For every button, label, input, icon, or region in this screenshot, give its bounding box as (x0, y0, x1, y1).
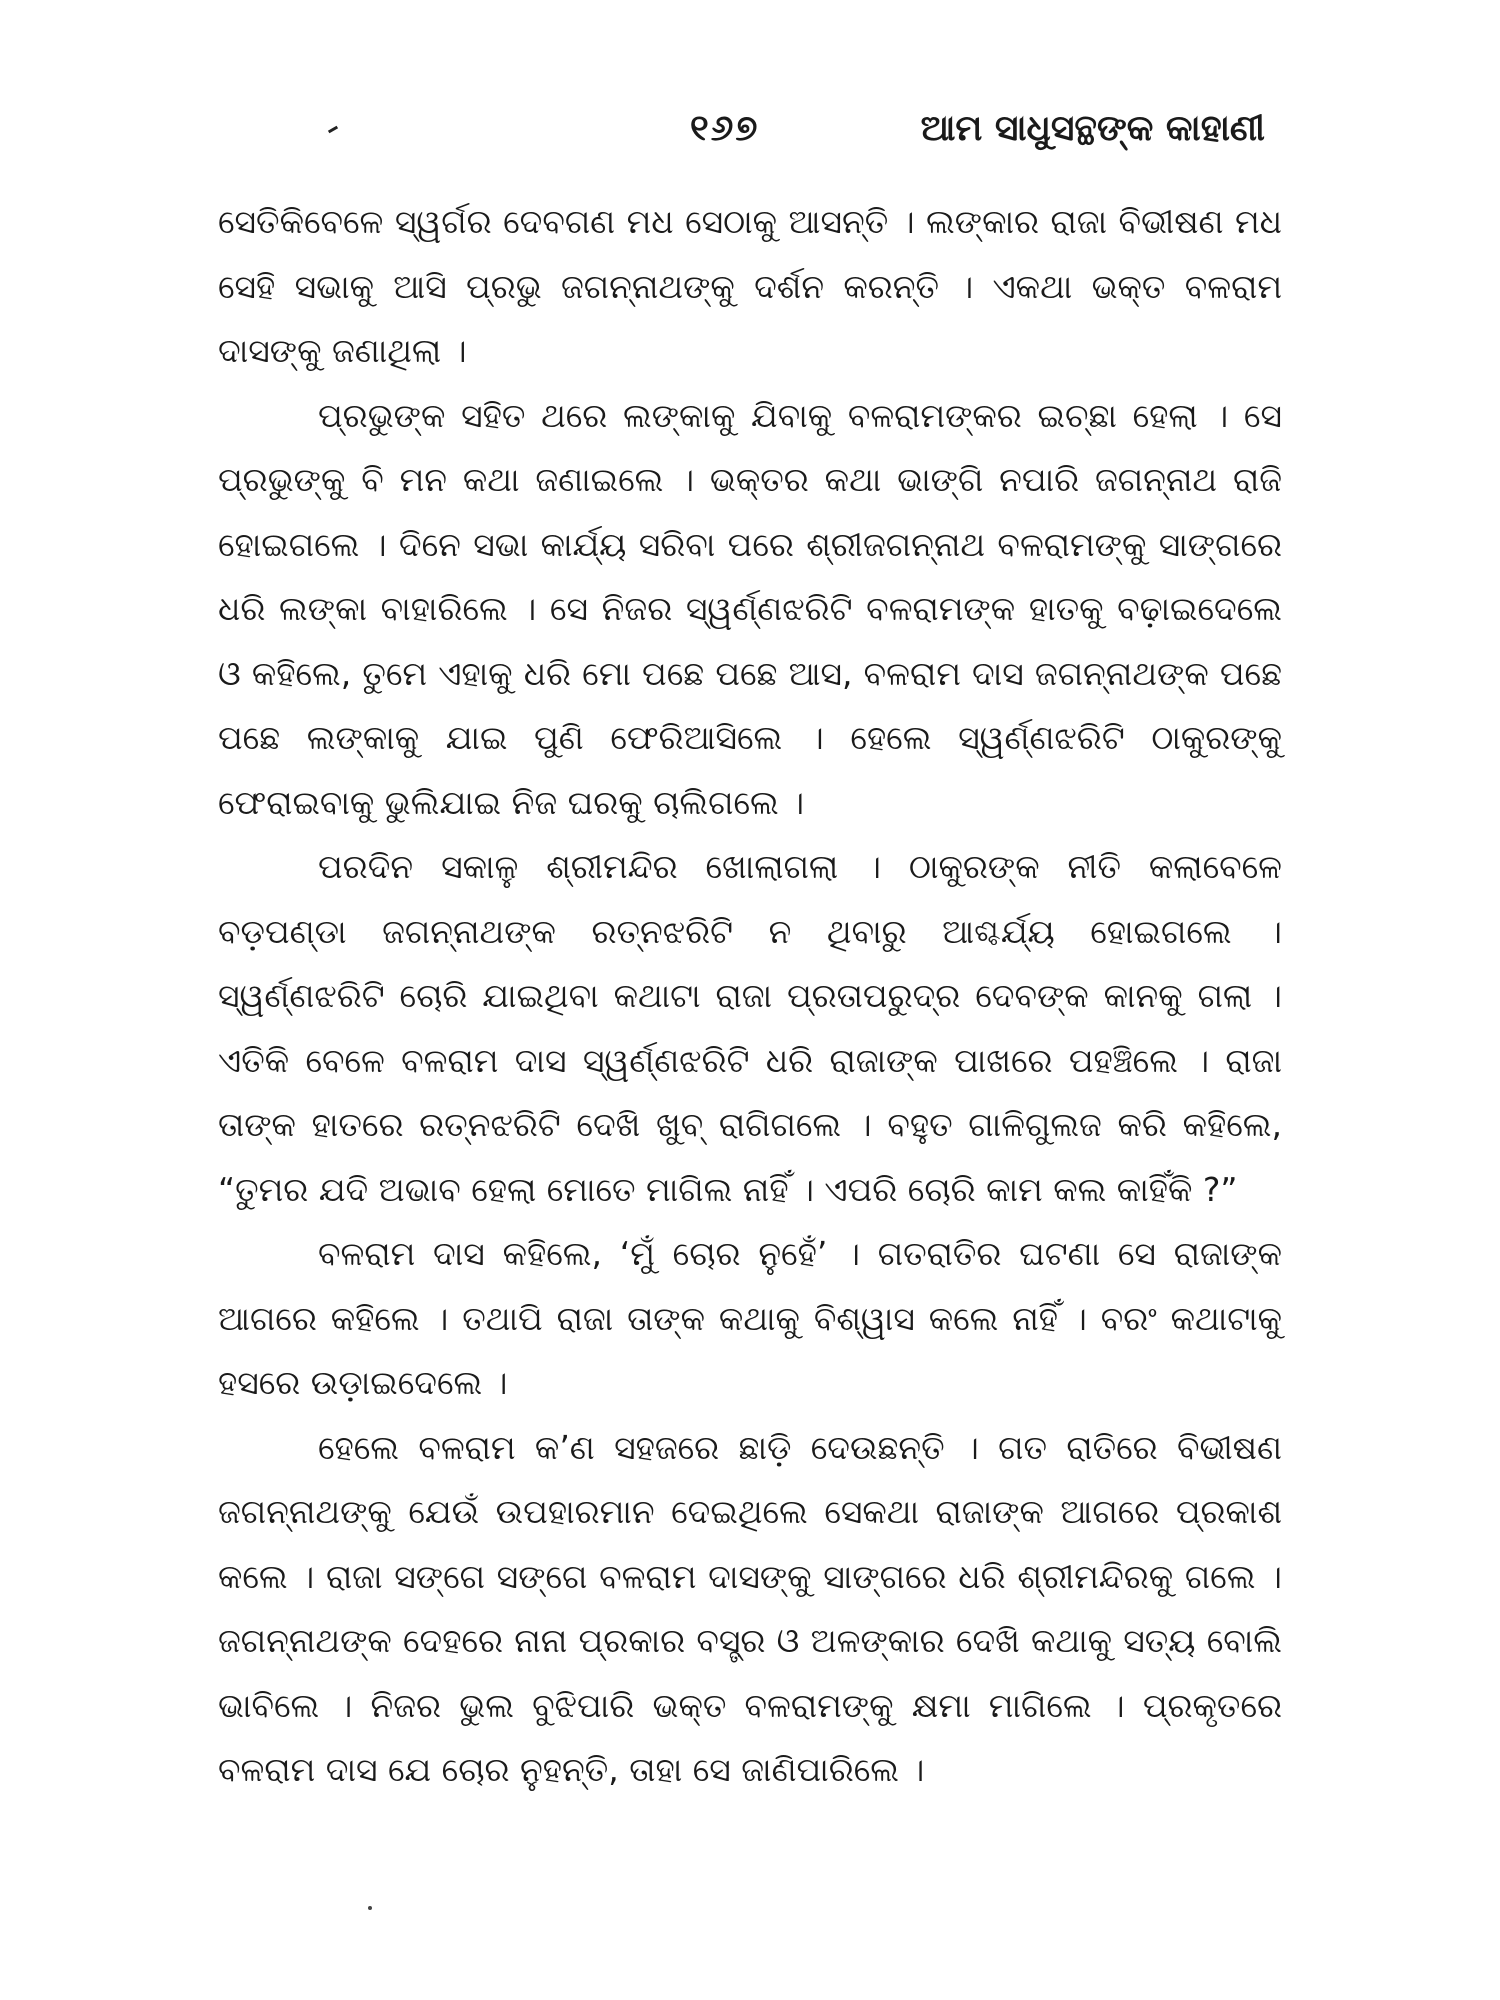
running-title: ଆମ ସାଧୁସନ୍ଥଙ୍କ କାହାଣୀ (920, 108, 1265, 149)
paragraph-4: ବଳରାମ ଦାସ କହିଲେ, ‘ମୁଁ ଚୋର ନୁହେଁ’ । ଗତରାତିର ଘଟଣା ସେ ରାଜାଙ୍କ ଆଗରେ କହିଲେ । ତଥାପି ରାଜା ତାଙ୍କ କଥାକୁ ବିଶ୍ୱାସ କଲେ ନାହିଁ । ବରଂ କଥାଟାକୁ ହସରେ ଉଡ଼ାଇଦେଲେ । (218, 1234, 1282, 1402)
print-mark (328, 126, 338, 134)
page-header (0, 108, 1500, 168)
paragraph-3: ପରଦିନ ସକାଳୁ ଶ୍ରୀମନ୍ଦିର ଖୋଲାଗଲା । ଠାକୁରଙ୍କ ନୀତି କଲାବେଳେ ବଡ଼ପଣ୍ଡା ଜଗନ୍ନାଥଙ୍କ ରତ୍ନଝରିଟି ନ ଥିବାରୁ ଆଶ୍ଚର୍ଯ୍ୟ ହୋଇଗଲେ । ସ୍ୱର୍ଣ୍ଣଝରିଟି ଚୋରି ଯାଇଥିବା କଥାଟା ରାଜା ପ୍ରତାପରୁଦ୍ର ଦେବଙ୍କ କାନକୁ ଗଲା । ଏତିକି ବେଳେ ବଳରାମ ଦାସ ସ୍ୱର୍ଣ୍ଣଝରିଟି ଧରି ରାଜାଙ୍କ ପାଖରେ ପହଞ୍ଚିଲେ । ରାଜା ତାଙ୍କ ହାତରେ ରତ୍ନଝରିଟି ଦେଖି ଖୁବ୍ ରାଗିଗଲେ । ବହୁତ ଗାଳିଗୁଲଜ କରି କହିଲେ, “ତୁମର ଯଦି ଅଭାବ ହେଲା ମୋତେ ମାଗିଲ ନାହିଁ । ଏପରି ଚୋରି କାମ କଲ କାହିଁକି ?” (218, 847, 1282, 1209)
print-speck (368, 1906, 372, 1910)
page-number: ୧୬୭ (690, 108, 760, 149)
paragraph-2: ପ୍ରଭୁଙ୍କ ସହିତ ଥରେ ଲଙ୍କାକୁ ଯିବାକୁ ବଳରାମଙ୍କର ଇଚ୍ଛା ହେଲା । ସେ ପ୍ରଭୁଙ୍କୁ ବି ମନ କଥା ଜଣାଇଲେ । ଭକ୍ତର କଥା ଭାଙ୍ଗି ନପାରି ଜଗନ୍ନାଥ ରାଜି ହୋଇଗଲେ । ଦିନେ ସଭା କାର୍ଯ୍ୟ ସରିବା ପରେ ଶ୍ରୀଜଗନ୍ନାଥ ବଳରାମଙ୍କୁ ସାଙ୍ଗରେ ଧରି ଲଙ୍କା ବାହାରିଲେ । ସେ ନିଜର ସ୍ୱର୍ଣ୍ଣଝରିଟି ବଳରାମଙ୍କ ହାତକୁ ବଢ଼ାଇଦେଲେ ଓ କହିଲେ, ତୁମେ ଏହାକୁ ଧରି ମୋ ପଛେ ପଛେ ଆସ, ବଳରାମ ଦାସ ଜଗନ୍ନାଥଙ୍କ ପଛେ ପଛେ ଲଙ୍କାକୁ ଯାଇ ପୁଣି ଫେରିଆସିଲେ । ହେଲେ ସ୍ୱର୍ଣ୍ଣଝରିଟି ଠାକୁରଙ୍କୁ ଫେରାଇବାକୁ ଭୁଲିଯାଇ ନିଜ ଘରକୁ ଚାଲିଗଲେ । (218, 395, 1282, 822)
paragraph-1: ସେତିକିବେଳେ ସ୍ୱର୍ଗର ଦେବଗଣ ମଧ ସେଠାକୁ ଆସନ୍ତି । ଲଙ୍କାର ରାଜା ବିଭୀଷଣ ମଧ ସେହି ସଭାକୁ ଆସି ପ୍ରଭୁ ଜଗନ୍ନାଥଙ୍କୁ ଦର୍ଶନ କରନ୍ତି । ଏକଥା ଭକ୍ତ ବଳରାମ ଦାସଙ୍କୁ ଜଣାଥିଲା । (218, 202, 1282, 370)
body-text (218, 190, 1282, 1803)
paragraph-5: ହେଲେ ବଳରାମ କ’ଣ ସହଜରେ ଛାଡ଼ି ଦେଉଛନ୍ତି । ଗତ ରାତିରେ ବିଭୀଷଣ ଜଗନ୍ନାଥଙ୍କୁ ଯେଉଁ ଉପହାରମାନ ଦେଇଥିଲେ ସେକଥା ରାଜାଙ୍କ ଆଗରେ ପ୍ରକାଶ କଲେ । ରାଜା ସଙ୍ଗେ ସଙ୍ଗେ ବଳରାମ ଦାସଙ୍କୁ ସାଙ୍ଗରେ ଧରି ଶ୍ରୀମନ୍ଦିରକୁ ଗଲେ । ଜଗନ୍ନାଥଙ୍କ ଦେହରେ ନାନା ପ୍ରକାର ବସ୍ତ୍ର ଓ ଅଳଙ୍କାର ଦେଖି କଥାକୁ ସତ୍ୟ ବୋଲି ଭାବିଲେ । ନିଜର ଭୁଲ ବୁଝିପାରି ଭକ୍ତ ବଳରାମଙ୍କୁ କ୍ଷମା ମାଗିଲେ । ପ୍ରକୃତରେ ବଳରାମ ଦାସ ଯେ ଚୋର ନୁହନ୍ତି, ତାହା ସେ ଜାଣିପାରିଲେ । (218, 1427, 1282, 1789)
